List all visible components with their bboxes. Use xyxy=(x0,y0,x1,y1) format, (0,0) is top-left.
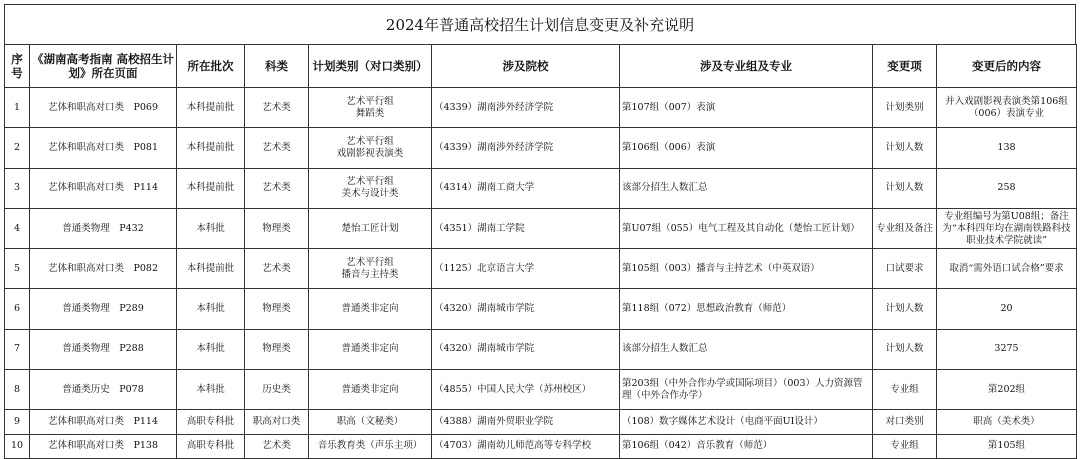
cell-no: 9 xyxy=(5,410,30,434)
cell-page: 艺体和职高对口类 P114 xyxy=(30,410,177,434)
header-subject: 科类 xyxy=(245,45,309,88)
cell-page: 艺体和职高对口类 P082 xyxy=(30,249,177,289)
cell-major: 第105组（003）播音与主持艺术（中英双语） xyxy=(620,249,873,289)
cell-batch: 本科批 xyxy=(177,208,245,248)
cell-school: （4388）湖南外贸职业学院 xyxy=(432,410,620,434)
cell-school: （4855）中国人民大学（苏州校区） xyxy=(432,370,620,410)
cell-no: 8 xyxy=(5,370,30,410)
cell-batch: 高职专科批 xyxy=(177,410,245,434)
cell-subject: 职高对口类 xyxy=(245,410,309,434)
cell-item: 口试要求 xyxy=(873,249,937,289)
cell-batch: 本科批 xyxy=(177,329,245,369)
cell-no: 4 xyxy=(5,208,30,248)
cell-subject: 物理类 xyxy=(245,329,309,369)
cell-content: 职高（美术类） xyxy=(937,410,1077,434)
header-batch: 所在批次 xyxy=(177,45,245,88)
cell-subject: 物理类 xyxy=(245,289,309,329)
cell-major: 该部分招生人数汇总 xyxy=(620,329,873,369)
cell-item: 专业组及备注 xyxy=(873,208,937,248)
change-table xyxy=(4,44,1077,459)
cell-major: 第107组（007）表演 xyxy=(620,88,873,128)
table-row xyxy=(5,128,1077,168)
cell-no: 1 xyxy=(5,88,30,128)
cell-page: 艺体和职高对口类 P081 xyxy=(30,128,177,168)
cell-subject: 历史类 xyxy=(245,370,309,410)
cell-major: 该部分招生人数汇总 xyxy=(620,168,873,208)
table-row xyxy=(5,289,1077,329)
table-row xyxy=(5,370,1077,410)
cell-content: 专业组编号为第U08组；备注为“本科四年均在湖南铁路科技职业技术学院就读” xyxy=(937,208,1077,248)
cell-item: 计划人数 xyxy=(873,289,937,329)
cell-content: 20 xyxy=(937,289,1077,329)
cell-batch: 本科提前批 xyxy=(177,88,245,128)
cell-category: 职高（文秘类） xyxy=(309,410,432,434)
header-category: 计划类别（对口类别） xyxy=(309,45,432,88)
cell-no: 5 xyxy=(5,249,30,289)
cell-category: 音乐教育类（声乐主项） xyxy=(309,434,432,458)
header-no: 序号 xyxy=(5,45,30,88)
cell-content: 第202组 xyxy=(937,370,1077,410)
cell-batch: 本科批 xyxy=(177,289,245,329)
cell-major: 第106组（042）音乐教育（师范） xyxy=(620,434,873,458)
cell-no: 3 xyxy=(5,168,30,208)
table-row xyxy=(5,168,1077,208)
cell-item: 计划类别 xyxy=(873,88,937,128)
table-row xyxy=(5,208,1077,248)
cell-category: 普通类非定向 xyxy=(309,329,432,369)
table-header-row xyxy=(5,45,1077,88)
cell-content: 138 xyxy=(937,128,1077,168)
table-row xyxy=(5,434,1077,458)
cell-item: 对口类别 xyxy=(873,410,937,434)
cell-no: 10 xyxy=(5,434,30,458)
cell-page: 普通类物理 P289 xyxy=(30,289,177,329)
cell-subject: 艺术类 xyxy=(245,249,309,289)
header-item: 变更项 xyxy=(873,45,937,88)
cell-no: 6 xyxy=(5,289,30,329)
cell-page: 普通类物理 P288 xyxy=(30,329,177,369)
cell-no: 7 xyxy=(5,329,30,369)
cell-no: 2 xyxy=(5,128,30,168)
cell-batch: 本科批 xyxy=(177,370,245,410)
page-title: 2024年普通高校招生计划信息变更及补充说明 xyxy=(4,4,1076,44)
cell-school: （4351）湖南工学院 xyxy=(432,208,620,248)
cell-school: （4703）湖南幼儿师范高等专科学校 xyxy=(432,434,620,458)
cell-major: （108）数字媒体艺术设计（电商平面UI设计） xyxy=(620,410,873,434)
cell-item: 专业组 xyxy=(873,370,937,410)
cell-subject: 艺术类 xyxy=(245,88,309,128)
cell-item: 计划人数 xyxy=(873,168,937,208)
cell-major: 第106组（006）表演 xyxy=(620,128,873,168)
cell-subject: 艺术类 xyxy=(245,128,309,168)
document-table xyxy=(4,4,1076,459)
cell-school: （4339）湖南涉外经济学院 xyxy=(432,88,620,128)
cell-major: 第U07组（055）电气工程及其自动化（楚怡工匠计划） xyxy=(620,208,873,248)
cell-content: 取消“需外语口试合格”要求 xyxy=(937,249,1077,289)
cell-school: （4339）湖南涉外经济学院 xyxy=(432,128,620,168)
table-row xyxy=(5,88,1077,128)
cell-subject: 物理类 xyxy=(245,208,309,248)
cell-item: 计划人数 xyxy=(873,128,937,168)
cell-batch: 本科提前批 xyxy=(177,128,245,168)
cell-batch: 本科提前批 xyxy=(177,249,245,289)
cell-major: 第118组（072）思想政治教育（师范） xyxy=(620,289,873,329)
cell-subject: 艺术类 xyxy=(245,434,309,458)
cell-subject: 艺术类 xyxy=(245,168,309,208)
cell-category: 艺术平行组 美术与设计类 xyxy=(309,168,432,208)
cell-item: 专业组 xyxy=(873,434,937,458)
cell-item: 计划人数 xyxy=(873,329,937,369)
cell-school: （4314）湖南工商大学 xyxy=(432,168,620,208)
header-page: 《湖南高考指南 高校招生计划》所在页面 xyxy=(30,45,177,88)
cell-category: 普通类非定向 xyxy=(309,289,432,329)
cell-school: （4320）湖南城市学院 xyxy=(432,289,620,329)
cell-category: 艺术平行组 舞蹈类 xyxy=(309,88,432,128)
cell-page: 普通类物理 P432 xyxy=(30,208,177,248)
cell-school: （1125）北京语言大学 xyxy=(432,249,620,289)
table-row xyxy=(5,329,1077,369)
header-school: 涉及院校 xyxy=(432,45,620,88)
cell-batch: 高职专科批 xyxy=(177,434,245,458)
cell-page: 艺体和职高对口类 P138 xyxy=(30,434,177,458)
cell-category: 楚怡工匠计划 xyxy=(309,208,432,248)
header-major: 涉及专业组及专业 xyxy=(620,45,873,88)
cell-content: 第105组 xyxy=(937,434,1077,458)
cell-category: 艺术平行组 播音与主持类 xyxy=(309,249,432,289)
cell-major: 第203组（中外合作办学或国际项目）（003）人力资源管理（中外合作办学） xyxy=(620,370,873,410)
cell-page: 普通类历史 P078 xyxy=(30,370,177,410)
cell-page: 艺体和职高对口类 P114 xyxy=(30,168,177,208)
header-content: 变更后的内容 xyxy=(937,45,1077,88)
cell-content: 258 xyxy=(937,168,1077,208)
cell-category: 艺术平行组 戏剧影视表演类 xyxy=(309,128,432,168)
cell-category: 普通类非定向 xyxy=(309,370,432,410)
cell-content: 3275 xyxy=(937,329,1077,369)
table-row xyxy=(5,410,1077,434)
table-row xyxy=(5,249,1077,289)
cell-content: 并入戏剧影视表演类第106组（006）表演专业 xyxy=(937,88,1077,128)
cell-page: 艺体和职高对口类 P069 xyxy=(30,88,177,128)
cell-batch: 本科提前批 xyxy=(177,168,245,208)
cell-school: （4320）湖南城市学院 xyxy=(432,329,620,369)
